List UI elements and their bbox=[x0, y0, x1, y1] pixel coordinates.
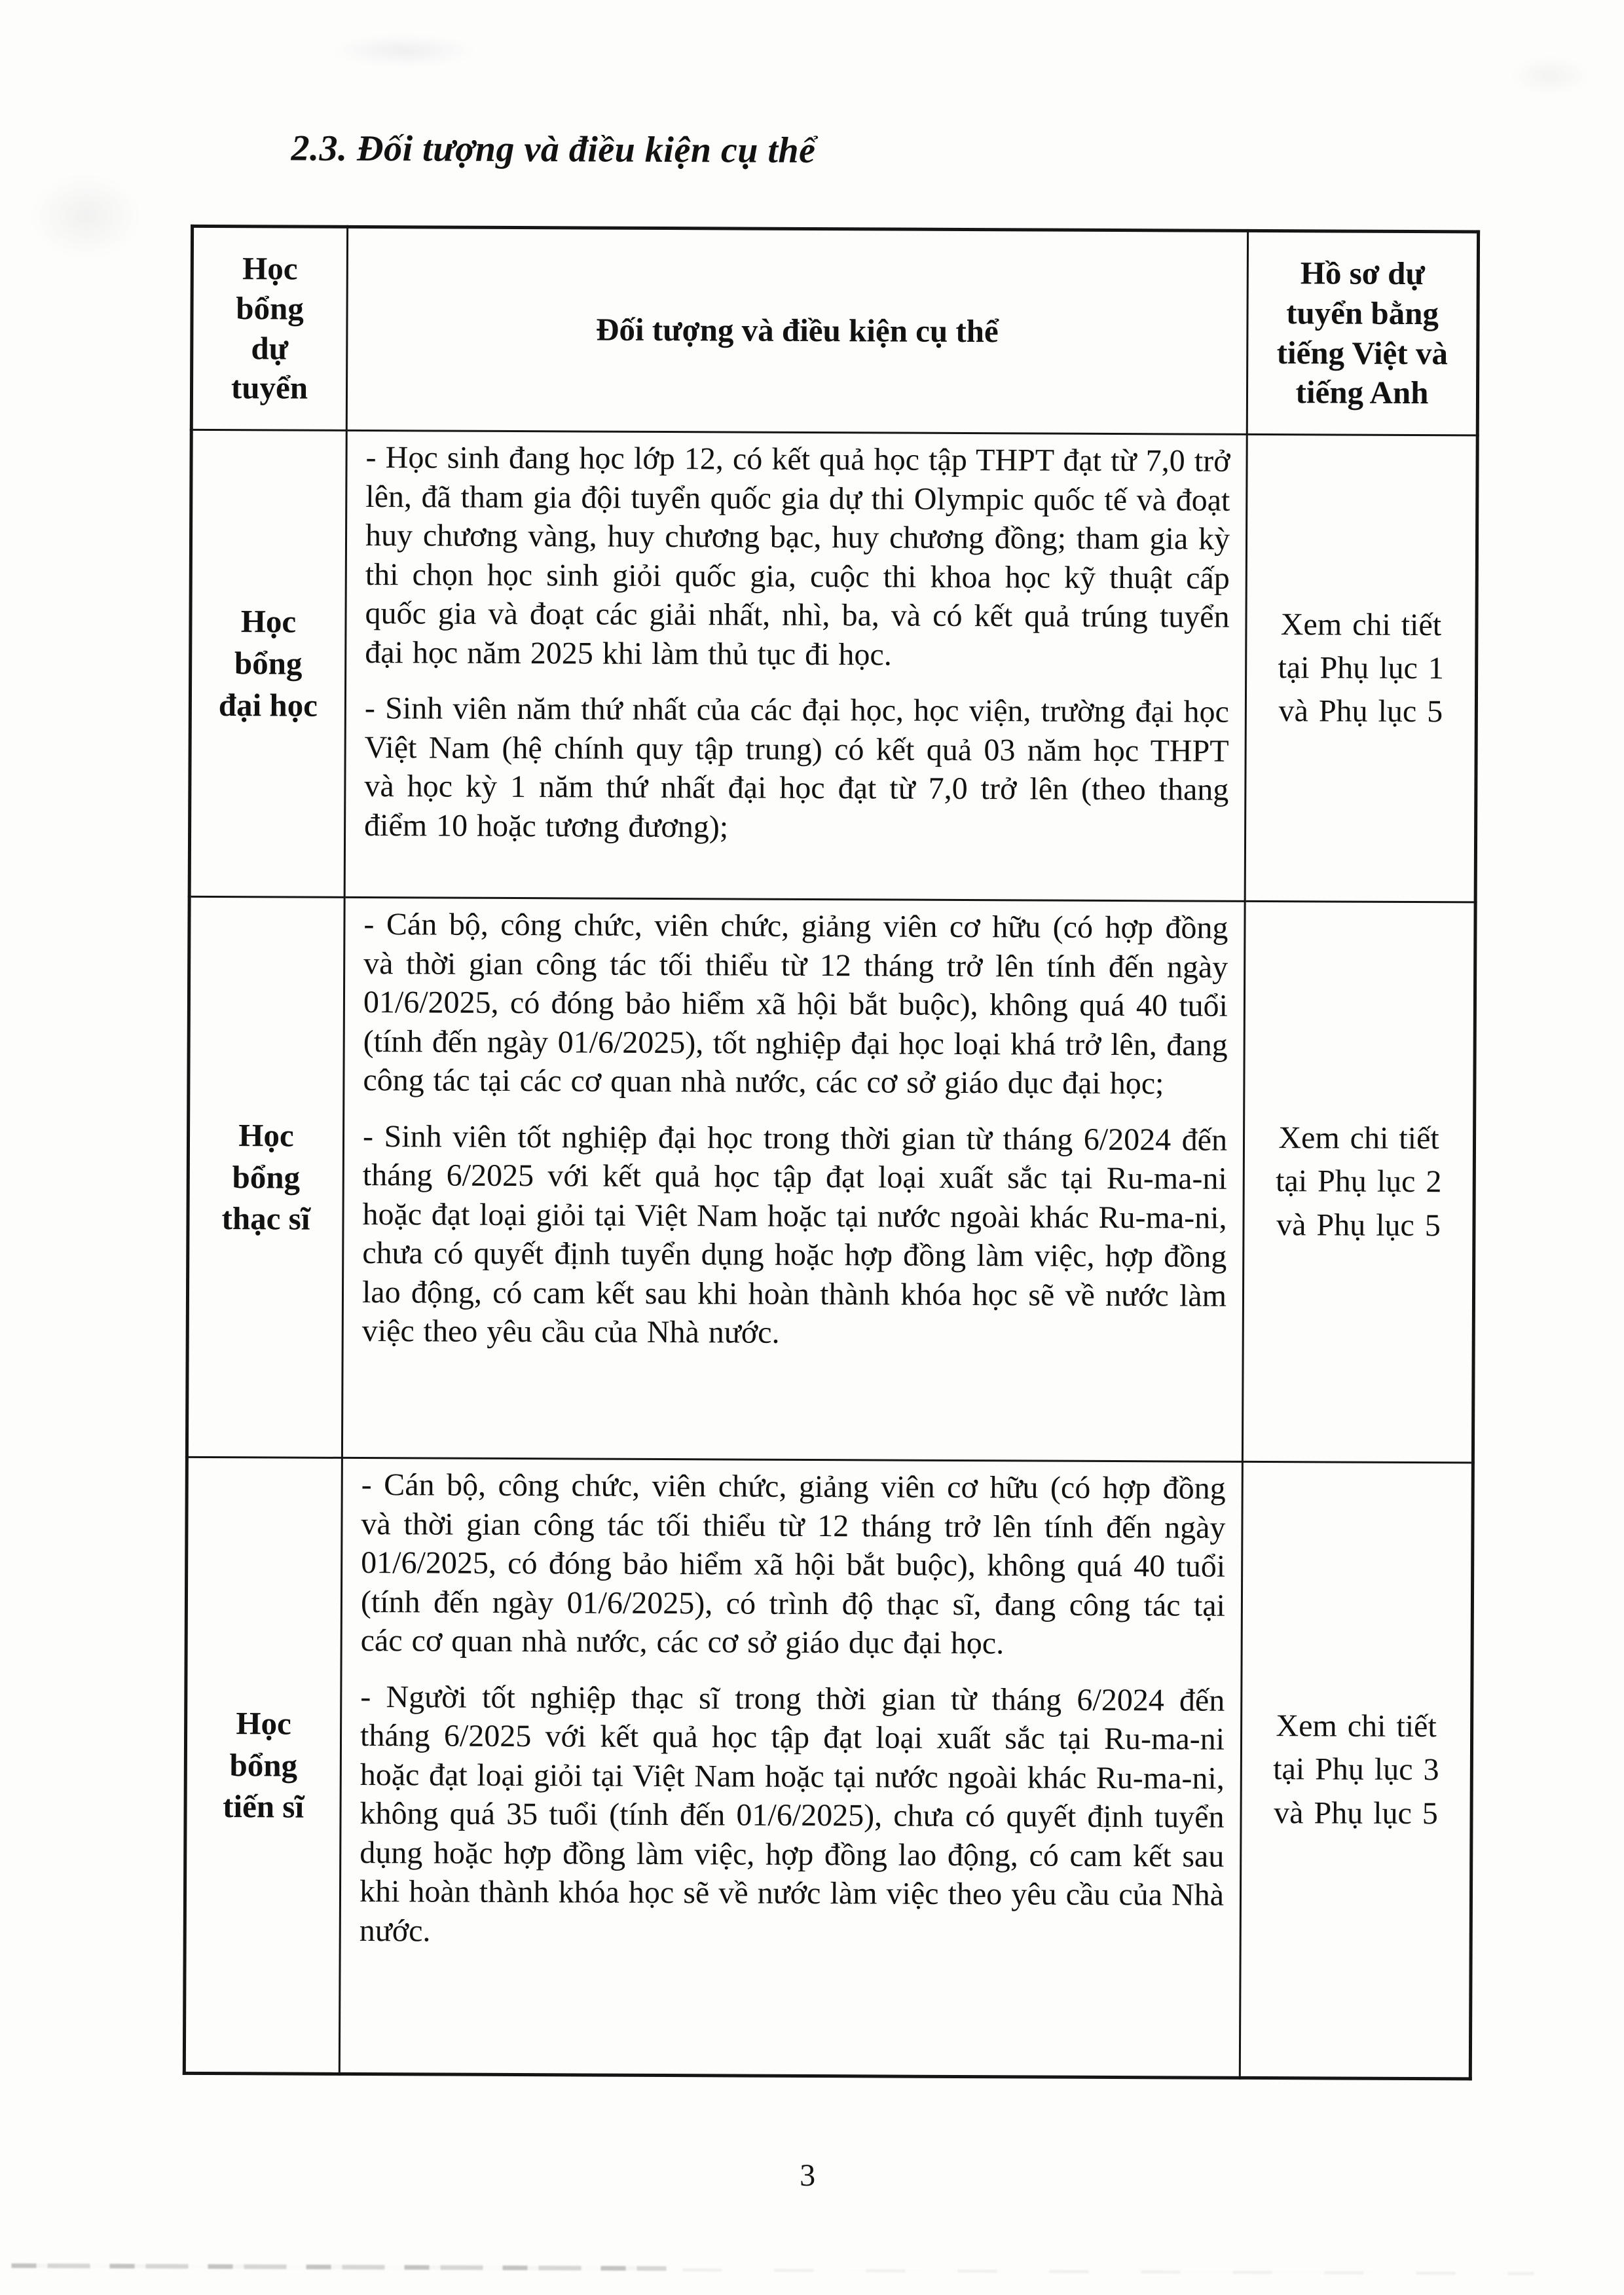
table-row-master bbox=[187, 896, 1475, 1463]
conditions-cell-doctoral bbox=[339, 1458, 1242, 2078]
scholarship-name-doctoral: Học bổng tiến sĩ bbox=[184, 1457, 342, 2074]
scholarship-name-master: Học bổng thạc sĩ bbox=[187, 896, 344, 1458]
header-conditions-column bbox=[346, 227, 1247, 434]
page-number: 3 bbox=[800, 2157, 816, 2194]
scan-artifact bbox=[332, 34, 476, 67]
scan-artifact bbox=[12, 2264, 667, 2271]
condition-paragraph: - Người tốt nghiệp thạc sĩ trong thời gian từ tháng 6/2024 đến tháng 6/2025 với kết quả học tập đạt loại xuất sắc tại Ru-ma-ni hoặc đạt loại giỏi tại Việt Nam hoặc tại nước ngoài khác Ru-ma-ni, không quá 35 tuổi (tính đến 01/6/2025), chưa có quyết định tuyển dụng hoặc hợp đồng làm việc, hợp đồng lao động, có cam kết sau khi hoàn thành khóa học sẽ về nước làm việc theo yêu cầu của Nhà nước. bbox=[359, 1679, 1225, 1949]
header-dossier-label: Hồ sơ dự tuyển bằng tiếng Việt và tiếng Anh bbox=[1276, 255, 1449, 411]
header-conditions-label: Đối tượng và điều kiện cụ thể bbox=[595, 311, 999, 350]
condition-paragraph: - Sinh viên tốt nghiệp đại học trong thời gian từ tháng 6/2024 đến tháng 6/2025 với kết quả học tập đạt loại xuất sắc tại Ru-ma-ni hoặc đạt loại giỏi tại Việt Nam hoặc tại nước ngoài khác Ru-ma-ni, chưa có quyết định tuyển dụng hoặc hợp đồng làm việc, hợp đồng lao động, có cam kết sau khi hoàn thành khóa học sẽ về nước làm việc theo yêu cầu của Nhà nước. bbox=[361, 1118, 1228, 1350]
condition-paragraph: - Sinh viên năm thứ nhất của các đại học, học viện, trường đại học Việt Nam (hệ chính quy tập trung) có kết quả 03 năm học THPT và học kỳ 1 năm thứ nhất đại học đạt từ 7,0 trở lên (theo thang điểm 10 hoặc tương đương); bbox=[364, 691, 1230, 845]
table-row-university bbox=[189, 430, 1477, 902]
conditions-cell-university bbox=[344, 430, 1247, 901]
section-title: 2.3. Đối tượng và điều kiện cụ thể bbox=[291, 128, 816, 172]
header-scholarship-label: Học bổng dự tuyển bbox=[231, 250, 308, 406]
conditions-cell-master bbox=[342, 897, 1245, 1461]
dossier-cell-master: Xem chi tiết tại Phụ lục 2 và Phụ lục 5 bbox=[1242, 901, 1475, 1463]
dossier-cell-doctoral: Xem chi tiết tại Phụ lục 3 và Phụ lục 5 bbox=[1240, 1461, 1473, 2079]
header-scholarship-column bbox=[191, 226, 347, 430]
scan-artifact bbox=[30, 174, 142, 259]
table-row-doctoral bbox=[184, 1457, 1473, 2079]
condition-paragraph: - Cán bộ, công chức, viên chức, giảng viên cơ hữu (có hợp đồng và thời gian công tác tối thiểu từ 12 tháng trở lên tính đến ngày 01/6/2025, có đóng bảo hiểm xã hội bắt buộc), không quá 40 tuổi (tính đến ngày 01/6/2025), tốt nghiệp đại học loại khá trở lên, đang công tác tại các cơ quan nhà nước, các cơ sở giáo dục đại học; bbox=[363, 907, 1228, 1101]
scholarship-table bbox=[183, 225, 1480, 2081]
scan-artifact bbox=[682, 2268, 1534, 2275]
scholarship-name-university: Học bổng đại học bbox=[189, 430, 346, 897]
scan-artifact bbox=[1511, 56, 1589, 96]
condition-paragraph: - Học sinh đang học lớp 12, có kết quả học tập THPT đạt từ 7,0 trở lên, đã tham gia đội tuyển quốc gia dự thi Olympic quốc tế và đoạt huy chương vàng, huy chương bạc, huy chương đồng; tham gia kỳ thi chọn học sinh giỏi quốc gia, cuộc thi khoa học kỹ thuật cấp quốc gia và đoạt các giải nhất, nhì, ba, và có kết quả trúng tuyển đại học năm 2025 khi làm thủ tục đi học. bbox=[365, 440, 1230, 672]
condition-paragraph: - Cán bộ, công chức, viên chức, giảng viên cơ hữu (có hợp đồng và thời gian công tác tối thiểu từ 12 tháng trở lên tính đến ngày 01/6/2025, có đóng bảo hiểm xã hội bắt buộc), không quá 40 tuổi (tính đến ngày 01/6/2025), có trình độ thạc sĩ, đang công tác tại các cơ quan nhà nước, các cơ sở giáo dục đại học. bbox=[360, 1467, 1226, 1661]
dossier-cell-university: Xem chi tiết tại Phụ lục 1 và Phụ lục 5 bbox=[1245, 434, 1477, 902]
header-dossier-column bbox=[1247, 230, 1478, 435]
table-header-row bbox=[191, 226, 1478, 435]
